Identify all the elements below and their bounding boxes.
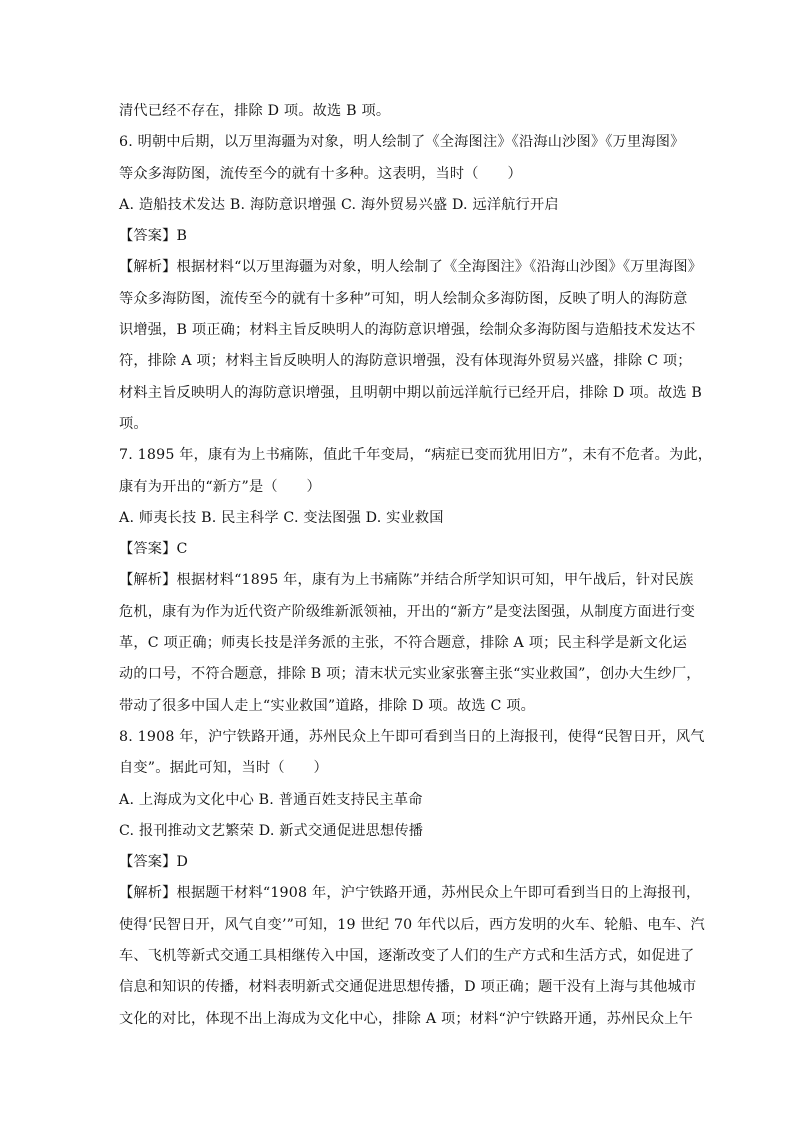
text-line: 带动了很多中国人走上“实业救国”道路，排除 D 项。故选 C 项。 xyxy=(119,697,536,714)
question-7-answer: 【答案】C xyxy=(119,541,188,558)
text-line: 使得‘民智日开，风气自变’”可知，19 世纪 70 年代以后，西方发明的火车、轮船、电车、汽 xyxy=(119,916,705,933)
text-line: 识增强，B 项正确；材料主旨反映明人的海防意识增强，绘制众多海防图与造船技术发达不 xyxy=(119,322,696,339)
question-6-stem: 6. 明朝中后期，以万里海疆为对象，明人绘制了《全海图注》《沿海山沙图》《万里海图》 xyxy=(119,134,685,151)
text-line: 危机，康有为作为近代资产阶级维新派领袖，开出的“新方”是变法图强，从制度方面进行变 xyxy=(119,603,696,620)
question-8-analysis: 【解析】根据题干材料“1908 年，沪宁铁路开通，苏州民众上午即可看到当日的上海报刊， xyxy=(119,885,701,902)
question-6-analysis: 【解析】根据材料“以万里海疆为对象，明人绘制了《全海图注》《沿海山沙图》《万里海图》 xyxy=(119,259,703,276)
question-8-options-ab: A. 上海成为文化中心 B. 普通百姓支持民主革命 xyxy=(119,791,423,808)
question-8-answer: 【答案】D xyxy=(119,854,189,871)
question-6-options: A. 造船技术发达 B. 海防意识增强 C. 海外贸易兴盛 D. 远洋航行开启 xyxy=(119,196,559,213)
question-6-answer: 【答案】B xyxy=(119,228,188,245)
text-line: 材料主旨反映明人的海防意识增强，且明朝中期以前远洋航行已经开启，排除 D 项。故选 B xyxy=(119,384,703,401)
document-page xyxy=(119,96,713,1035)
question-8-stem: 8. 1908 年，沪宁铁路开通，苏州民众上午即可看到当日的上海报刊，使得“民智日开，风气 xyxy=(119,728,705,745)
text-line: 等众多海防图，流传至今的就有十多种。这表明，当时（ ） xyxy=(119,165,522,182)
question-8-options-cd: C. 报刊推动文艺繁荣 D. 新式交通促进思想传播 xyxy=(119,822,424,839)
question-7-analysis: 【解析】根据材料“1895 年，康有为上书痛陈”并结合所学知识可知，甲午战后，针对民族 xyxy=(119,572,694,589)
question-7-stem: 7. 1895 年，康有为上书痛陈，值此千年变局，“病症已变而犹用旧方”，未有不危者。为此， xyxy=(119,447,713,464)
text-line: 自变”。据此可知，当时（ ） xyxy=(119,760,328,777)
text-line: 项。 xyxy=(119,415,148,432)
text-line: 信息和知识的传播，材料表明新式交通促进思想传播，D 项正确；题干没有上海与其他城市 xyxy=(119,979,697,996)
question-7-options: A. 师夷长技 B. 民主科学 C. 变法图强 D. 实业救国 xyxy=(119,509,444,526)
text-line: 康有为开出的“新方”是（ ） xyxy=(119,478,321,495)
text-line: 文化的对比，体现不出上海成为文化中心，排除 A 项；材料“沪宁铁路开通，苏州民众上午 xyxy=(119,1010,694,1027)
text-line: 等众多海防图，流传至今的就有十多种”可知，明人绘制众多海防图，反映了明人的海防意 xyxy=(119,290,688,307)
text-line: 符，排除 A 项；材料主旨反映明人的海防意识增强，没有体现海外贸易兴盛，排除 C 项； xyxy=(119,353,692,370)
text-line: 车、飞机等新式交通工具相继传入中国，逐渐改变了人们的生产方式和生活方式，如促进了 xyxy=(119,948,695,965)
text-line: 清代已经不存在，排除 D 项。故选 B 项。 xyxy=(119,103,391,119)
text-line: 动的口号，不符合题意，排除 B 项；清末状元实业家张謇主张“实业救国”，创办大生纱厂， xyxy=(119,666,701,683)
text-line: 革，C 项正确；师夷长技是洋务派的主张，不符合题意，排除 A 项；民主科学是新文化运 xyxy=(119,635,687,652)
